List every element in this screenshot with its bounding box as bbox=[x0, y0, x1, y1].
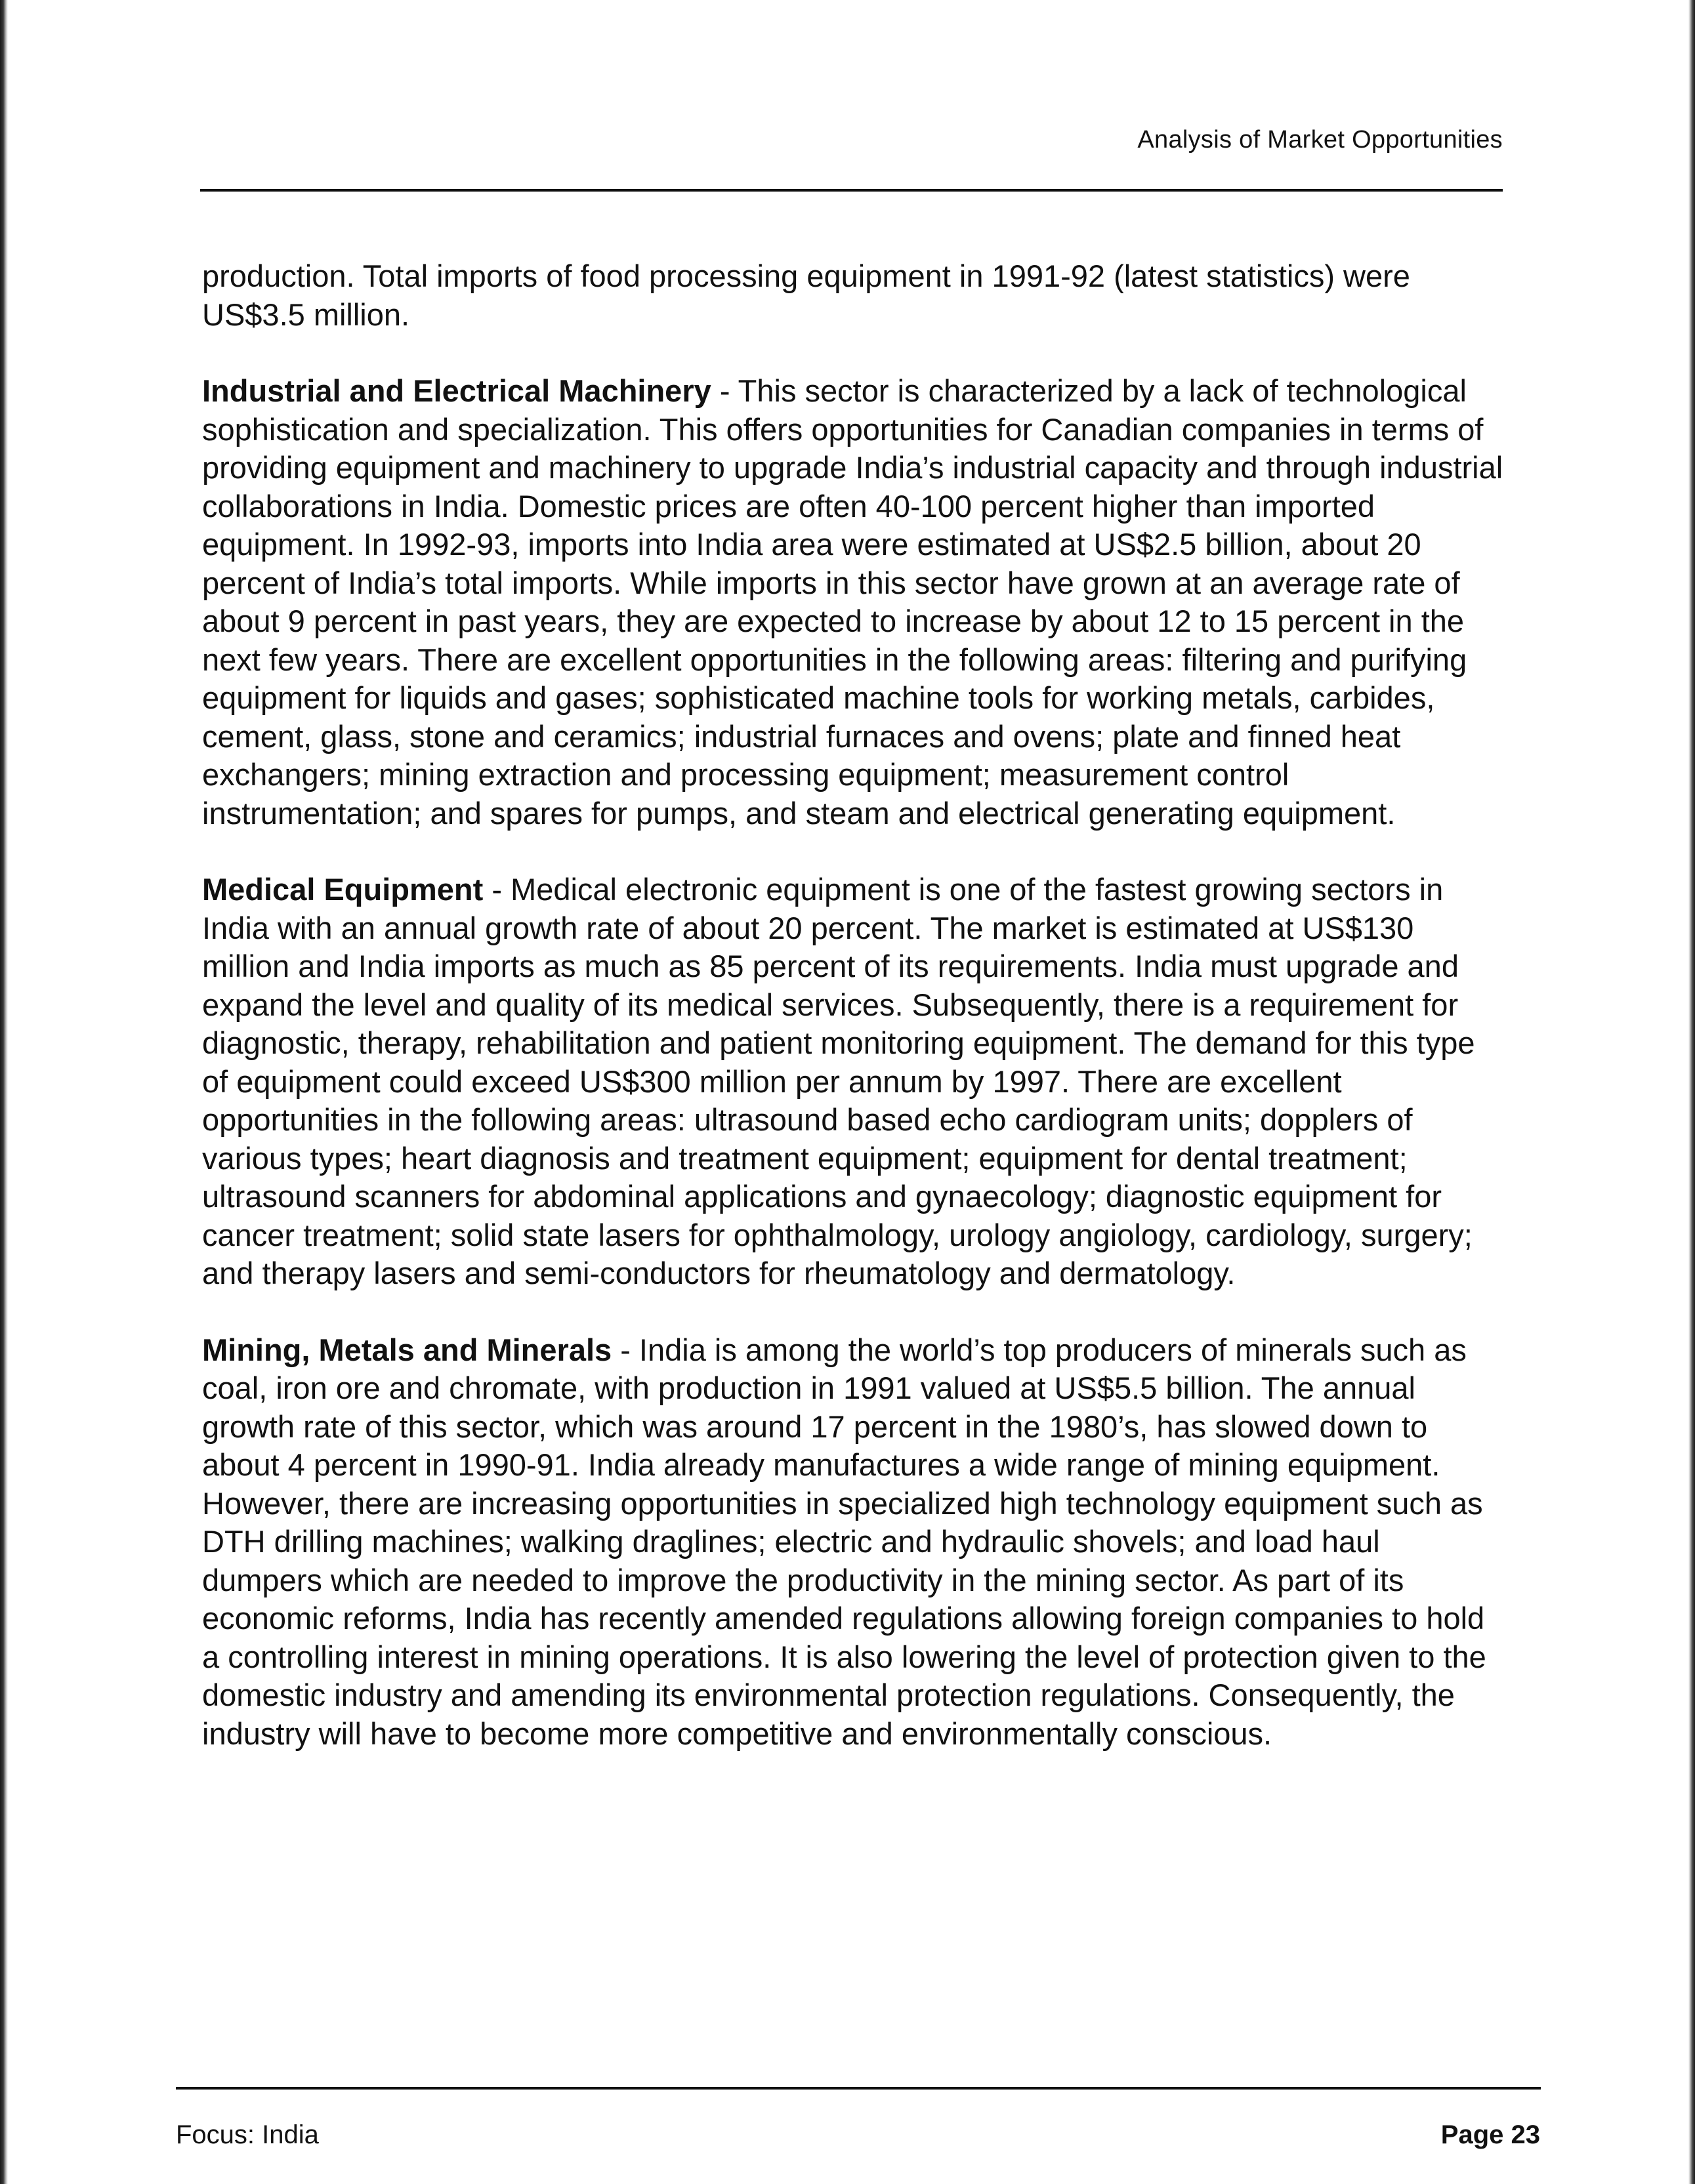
paragraph-medical-equipment bbox=[202, 871, 1508, 1293]
page-body bbox=[202, 257, 1508, 1791]
paragraph-industrial-machinery bbox=[202, 372, 1508, 833]
running-header: Analysis of Market Opportunities bbox=[1137, 126, 1503, 154]
scan-edge-left bbox=[0, 0, 8, 2184]
section-heading: Mining, Metals and Minerals bbox=[202, 1332, 612, 1367]
paragraph-continuation bbox=[202, 257, 1508, 334]
paragraph-text: - This sector is characterized by a lack of technological sophistication and specialization. This offers opportunities for Canadian companies in terms of providing equipment and machinery to upgrade India’s industrial capacity and through industrial collaborations in India. Domestic prices are often 40-100 percent higher than imported equipment. In 1992-93, imports into India area were estimated at US$2.5 billion, about 20 percent of India’s total imports. While imports in this sector have grown at an average rate of about 9 percent in past years, they are expected to increase by about 12 to 15 percent in the next few years. There are excellent opportunities in the following areas: filtering and purifying equipment for liquids and gases; sophisticated machine tools for working metals, carbides, cement, glass, stone and ceramics; industrial furnaces and ovens; plate and finned heat exchangers; mining extraction and processing equipment; measurement control instrumentation; and spares for pumps, and steam and electrical generating equipment. bbox=[202, 373, 1503, 831]
section-heading: Industrial and Electrical Machinery bbox=[202, 373, 711, 408]
header-rule bbox=[200, 189, 1503, 192]
page-number: Page 23 bbox=[1440, 2120, 1540, 2149]
paragraph-text: - India is among the world’s top producers of minerals such as coal, iron ore and chromate, with production in 1991 valued at US$5.5 billion. The annual growth rate of this sector, which was around 17 percent in the 1980’s, has slowed down to about 4 percent in 1990-91. India already manufactures a wide range of mining equipment. However, there are increasing opportunities in specialized high technology equipment such as DTH drilling machines; walking draglines; electric and hydraulic shovels; and load haul dumpers which are needed to improve the productivity in the mining sector. As part of its economic reforms, India has recently amended regulations allowing foreign companies to hold a controlling interest in mining operations. It is also lowering the level of protection given to the domestic industry and amending its environmental protection regulations. Consequently, the industry will have to become more competitive and environmentally conscious. bbox=[202, 1332, 1486, 1751]
paragraph-text: production. Total imports of food processing equipment in 1991-92 (latest statistics) were US$3.5 million. bbox=[202, 258, 1410, 332]
paragraph-text: - Medical electronic equipment is one of the fastest growing sectors in India with an annual growth rate of about 20 percent. The market is estimated at US$130 million and India imports as much as 85 percent of its requirements. India must upgrade and expand the level and quality of its medical services. Subsequently, there is a requirement for diagnostic, therapy, rehabilitation and patient monitoring equipment. The demand for this type of equipment could exceed US$300 million per annum by 1997. There are excellent opportunities in the following areas: ultrasound based echo cardiogram units; dopplers of various types; heart diagnosis and treatment equipment; equipment for dental treatment; ultrasound scanners for abdominal applications and gynaecology; diagnostic equipment for cancer treatment; solid state lasers for ophthalmology, urology angiology, cardiology, surgery; and therapy lasers and semi-conductors for rheumatology and dermatology. bbox=[202, 872, 1475, 1290]
paragraph-mining-metals bbox=[202, 1331, 1508, 1754]
scan-edge-right bbox=[1688, 0, 1695, 2184]
section-heading: Medical Equipment bbox=[202, 872, 484, 907]
footer-rule bbox=[176, 2087, 1541, 2090]
footer-publication: Focus: India bbox=[176, 2120, 319, 2149]
